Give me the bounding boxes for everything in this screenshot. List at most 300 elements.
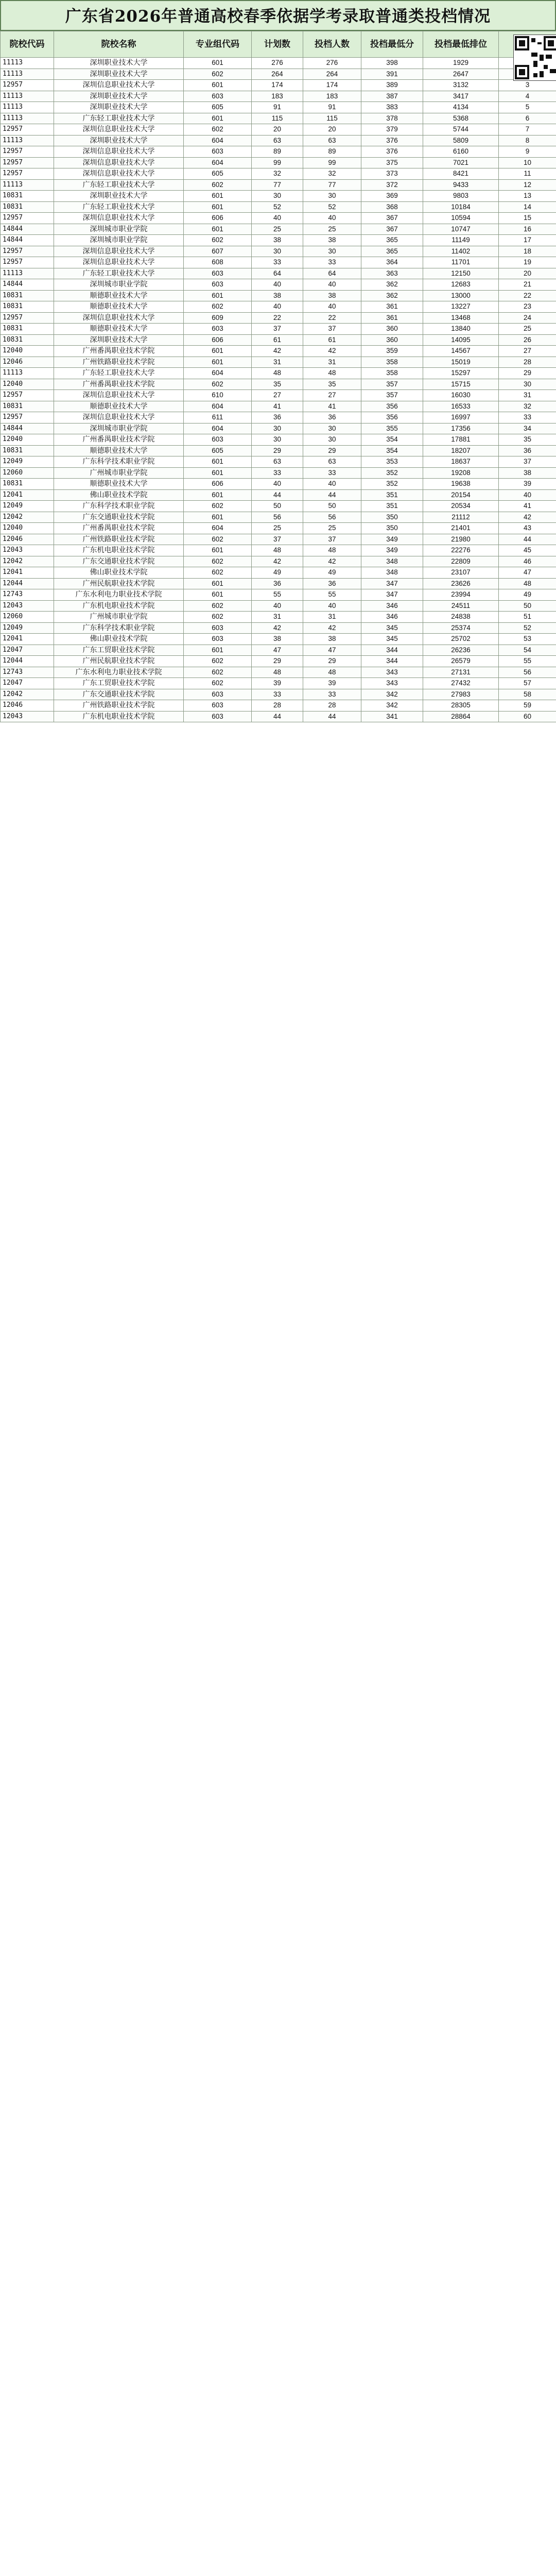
cell-school-code: 12049 xyxy=(1,456,54,468)
cell-admitted-count: 33 xyxy=(303,467,361,479)
cell-group-code: 602 xyxy=(184,501,252,512)
table-row xyxy=(1,334,556,346)
cell-school-code: 11113 xyxy=(1,268,54,279)
cell-ranking: 8 xyxy=(499,135,556,146)
cell-group-code: 602 xyxy=(184,656,252,667)
cell-school-code: 12046 xyxy=(1,700,54,711)
cell-plan-count: 27 xyxy=(252,390,303,401)
cell-admitted-count: 37 xyxy=(303,324,361,335)
cell-min-score: 391 xyxy=(361,69,423,80)
cell-school-code: 11113 xyxy=(1,113,54,124)
cell-group-code: 603 xyxy=(184,146,252,158)
cell-school-code: 12957 xyxy=(1,146,54,158)
cell-admitted-count: 33 xyxy=(303,257,361,268)
cell-group-code: 605 xyxy=(184,445,252,456)
cell-group-code: 605 xyxy=(184,168,252,180)
cell-admitted-count: 77 xyxy=(303,179,361,191)
cell-min-rank: 18207 xyxy=(423,445,499,456)
cell-school-name: 广州城市职业学院 xyxy=(54,612,184,623)
cell-min-rank: 15297 xyxy=(423,368,499,379)
cell-admitted-count: 28 xyxy=(303,700,361,711)
cell-min-score: 373 xyxy=(361,168,423,180)
cell-group-code: 603 xyxy=(184,634,252,645)
cell-admitted-count: 29 xyxy=(303,445,361,456)
table-row xyxy=(1,589,556,601)
cell-admitted-count: 40 xyxy=(303,213,361,224)
cell-school-name: 深圳信息职业技术大学 xyxy=(54,80,184,91)
cell-min-rank: 28305 xyxy=(423,700,499,711)
cell-group-code: 601 xyxy=(184,456,252,468)
cell-ranking: 21 xyxy=(499,279,556,291)
cell-school-name: 深圳职业技术大学 xyxy=(54,69,184,80)
table-row xyxy=(1,124,556,135)
table-row xyxy=(1,689,556,700)
cell-min-rank: 1929 xyxy=(423,58,499,69)
table-row xyxy=(1,412,556,423)
cell-school-code: 11113 xyxy=(1,58,54,69)
cell-admitted-count: 31 xyxy=(303,357,361,368)
cell-admitted-count: 39 xyxy=(303,678,361,689)
cell-plan-count: 37 xyxy=(252,324,303,335)
cell-admitted-count: 56 xyxy=(303,512,361,523)
cell-school-name: 广州番禺职业技术学院 xyxy=(54,379,184,390)
table-row xyxy=(1,301,556,313)
cell-school-name: 广州城市职业学院 xyxy=(54,467,184,479)
cell-group-code: 602 xyxy=(184,235,252,246)
cell-ranking: 31 xyxy=(499,390,556,401)
cell-min-rank: 11701 xyxy=(423,257,499,268)
table-row xyxy=(1,600,556,612)
table-row xyxy=(1,645,556,656)
table-row xyxy=(1,479,556,490)
cell-min-rank: 25702 xyxy=(423,634,499,645)
cell-min-rank: 10594 xyxy=(423,213,499,224)
cell-school-code: 14844 xyxy=(1,235,54,246)
qr-code-image xyxy=(515,36,556,79)
table-row xyxy=(1,102,556,113)
cell-group-code: 611 xyxy=(184,412,252,423)
table-row xyxy=(1,434,556,446)
cell-school-name: 深圳职业技术大学 xyxy=(54,191,184,202)
table-row xyxy=(1,379,556,390)
cell-plan-count: 38 xyxy=(252,235,303,246)
cell-min-rank: 28864 xyxy=(423,711,499,722)
cell-ranking: 50 xyxy=(499,600,556,612)
cell-min-score: 353 xyxy=(361,456,423,468)
cell-min-rank: 9433 xyxy=(423,179,499,191)
cell-school-name: 广州番禺职业技术学院 xyxy=(54,434,184,446)
cell-school-name: 深圳信息职业技术大学 xyxy=(54,213,184,224)
cell-plan-count: 52 xyxy=(252,201,303,213)
cell-ranking: 14 xyxy=(499,201,556,213)
cell-min-score: 362 xyxy=(361,279,423,291)
cell-min-score: 350 xyxy=(361,523,423,534)
cell-admitted-count: 47 xyxy=(303,645,361,656)
cell-plan-count: 64 xyxy=(252,268,303,279)
cell-group-code: 602 xyxy=(184,379,252,390)
cell-admitted-count: 37 xyxy=(303,534,361,545)
cell-group-code: 601 xyxy=(184,191,252,202)
cell-min-rank: 21980 xyxy=(423,534,499,545)
cell-school-code: 12044 xyxy=(1,578,54,589)
cell-school-name: 广东轻工职业技术大学 xyxy=(54,268,184,279)
table-row xyxy=(1,634,556,645)
cell-plan-count: 48 xyxy=(252,368,303,379)
cell-group-code: 602 xyxy=(184,567,252,579)
cell-ranking: 27 xyxy=(499,346,556,357)
cell-school-code: 12040 xyxy=(1,346,54,357)
cell-school-code: 12041 xyxy=(1,567,54,579)
cell-plan-count: 32 xyxy=(252,168,303,180)
cell-admitted-count: 42 xyxy=(303,346,361,357)
table-row xyxy=(1,179,556,191)
cell-school-code: 11113 xyxy=(1,179,54,191)
cell-min-score: 349 xyxy=(361,534,423,545)
cell-min-rank: 5744 xyxy=(423,124,499,135)
cell-group-code: 601 xyxy=(184,589,252,601)
cell-group-code: 602 xyxy=(184,301,252,313)
cell-ranking: 17 xyxy=(499,235,556,246)
cell-school-code: 12046 xyxy=(1,534,54,545)
cell-min-rank: 11149 xyxy=(423,235,499,246)
cell-school-code: 12043 xyxy=(1,711,54,722)
cell-plan-count: 40 xyxy=(252,279,303,291)
table-row xyxy=(1,700,556,711)
cell-ranking: 29 xyxy=(499,368,556,379)
cell-plan-count: 115 xyxy=(252,113,303,124)
cell-ranking: 48 xyxy=(499,578,556,589)
table-row xyxy=(1,235,556,246)
cell-admitted-count: 25 xyxy=(303,523,361,534)
cell-min-rank: 18637 xyxy=(423,456,499,468)
cell-school-name: 顺德职业技术大学 xyxy=(54,479,184,490)
cell-min-score: 365 xyxy=(361,235,423,246)
cell-school-name: 广东工贸职业技术学院 xyxy=(54,678,184,689)
cell-min-score: 352 xyxy=(361,467,423,479)
header-school-code: 院校代码 xyxy=(1,31,54,58)
cell-plan-count: 25 xyxy=(252,224,303,235)
cell-school-name: 顺德职业技术大学 xyxy=(54,301,184,313)
cell-school-name: 广东科学技术职业学院 xyxy=(54,456,184,468)
cell-ranking: 43 xyxy=(499,523,556,534)
cell-min-score: 344 xyxy=(361,645,423,656)
cell-plan-count: 30 xyxy=(252,423,303,434)
cell-school-name: 佛山职业技术学院 xyxy=(54,489,184,501)
cell-min-rank: 3132 xyxy=(423,80,499,91)
cell-school-name: 广东工贸职业技术学院 xyxy=(54,645,184,656)
cell-min-score: 358 xyxy=(361,357,423,368)
cell-ranking: 28 xyxy=(499,357,556,368)
cell-plan-count: 30 xyxy=(252,191,303,202)
cell-min-score: 347 xyxy=(361,589,423,601)
cell-school-code: 11113 xyxy=(1,69,54,80)
cell-min-score: 369 xyxy=(361,191,423,202)
cell-plan-count: 36 xyxy=(252,412,303,423)
cell-admitted-count: 42 xyxy=(303,622,361,634)
cell-ranking: 12 xyxy=(499,179,556,191)
cell-school-code: 12957 xyxy=(1,213,54,224)
cell-min-score: 343 xyxy=(361,667,423,678)
cell-school-code: 12041 xyxy=(1,489,54,501)
cell-min-score: 354 xyxy=(361,434,423,446)
cell-group-code: 601 xyxy=(184,467,252,479)
cell-school-name: 深圳城市职业学院 xyxy=(54,279,184,291)
table-row xyxy=(1,312,556,324)
cell-min-rank: 27131 xyxy=(423,667,499,678)
cell-school-code: 11113 xyxy=(1,368,54,379)
cell-school-code: 12049 xyxy=(1,501,54,512)
cell-plan-count: 22 xyxy=(252,312,303,324)
cell-school-name: 深圳职业技术大学 xyxy=(54,102,184,113)
cell-admitted-count: 30 xyxy=(303,434,361,446)
cell-plan-count: 40 xyxy=(252,600,303,612)
cell-school-name: 深圳职业技术大学 xyxy=(54,91,184,102)
cell-min-rank: 21112 xyxy=(423,512,499,523)
cell-school-name: 广州番禺职业技术学院 xyxy=(54,523,184,534)
cell-plan-count: 42 xyxy=(252,556,303,567)
cell-group-code: 606 xyxy=(184,334,252,346)
cell-school-name: 广东交通职业技术学院 xyxy=(54,689,184,700)
cell-min-rank: 3417 xyxy=(423,91,499,102)
cell-ranking: 52 xyxy=(499,622,556,634)
cell-min-score: 360 xyxy=(361,324,423,335)
cell-ranking: 42 xyxy=(499,512,556,523)
cell-group-code: 604 xyxy=(184,423,252,434)
cell-group-code: 602 xyxy=(184,556,252,567)
cell-plan-count: 30 xyxy=(252,434,303,446)
cell-min-rank: 24838 xyxy=(423,612,499,623)
cell-group-code: 601 xyxy=(184,489,252,501)
cell-school-code: 12040 xyxy=(1,523,54,534)
cell-plan-count: 35 xyxy=(252,379,303,390)
cell-admitted-count: 20 xyxy=(303,124,361,135)
cell-admitted-count: 64 xyxy=(303,268,361,279)
cell-plan-count: 39 xyxy=(252,678,303,689)
cell-school-name: 深圳信息职业技术大学 xyxy=(54,246,184,257)
cell-school-name: 深圳城市职业学院 xyxy=(54,423,184,434)
cell-ranking: 56 xyxy=(499,667,556,678)
cell-ranking: 10 xyxy=(499,157,556,168)
cell-group-code: 603 xyxy=(184,279,252,291)
cell-admitted-count: 30 xyxy=(303,246,361,257)
cell-group-code: 603 xyxy=(184,622,252,634)
table-body xyxy=(1,58,556,722)
cell-school-name: 深圳信息职业技术大学 xyxy=(54,168,184,180)
cell-ranking: 26 xyxy=(499,334,556,346)
cell-min-score: 355 xyxy=(361,423,423,434)
cell-admitted-count: 174 xyxy=(303,80,361,91)
cell-min-rank: 6160 xyxy=(423,146,499,158)
cell-min-score: 376 xyxy=(361,135,423,146)
cell-school-code: 12046 xyxy=(1,357,54,368)
cell-plan-count: 36 xyxy=(252,578,303,589)
cell-min-score: 372 xyxy=(361,179,423,191)
cell-admitted-count: 91 xyxy=(303,102,361,113)
cell-school-code: 10831 xyxy=(1,324,54,335)
cell-min-score: 356 xyxy=(361,401,423,412)
cell-school-code: 12957 xyxy=(1,124,54,135)
cell-group-code: 604 xyxy=(184,135,252,146)
cell-min-rank: 23626 xyxy=(423,578,499,589)
cell-admitted-count: 40 xyxy=(303,301,361,313)
cell-ranking: 6 xyxy=(499,113,556,124)
cell-plan-count: 20 xyxy=(252,124,303,135)
table-row xyxy=(1,556,556,567)
cell-min-rank: 20534 xyxy=(423,501,499,512)
cell-ranking: 40 xyxy=(499,489,556,501)
cell-school-code: 10831 xyxy=(1,334,54,346)
table-row xyxy=(1,489,556,501)
cell-school-code: 12043 xyxy=(1,600,54,612)
cell-plan-count: 28 xyxy=(252,700,303,711)
cell-school-name: 深圳城市职业学院 xyxy=(54,235,184,246)
cell-school-code: 10831 xyxy=(1,290,54,301)
cell-min-rank: 13840 xyxy=(423,324,499,335)
cell-plan-count: 41 xyxy=(252,401,303,412)
table-row xyxy=(1,191,556,202)
cell-school-code: 10831 xyxy=(1,401,54,412)
cell-min-score: 349 xyxy=(361,545,423,556)
cell-plan-count: 33 xyxy=(252,467,303,479)
table-row xyxy=(1,357,556,368)
cell-admitted-count: 22 xyxy=(303,312,361,324)
table-row xyxy=(1,224,556,235)
cell-group-code: 603 xyxy=(184,91,252,102)
cell-school-code: 12043 xyxy=(1,545,54,556)
cell-min-rank: 15019 xyxy=(423,357,499,368)
cell-ranking: 49 xyxy=(499,589,556,601)
cell-plan-count: 40 xyxy=(252,213,303,224)
cell-plan-count: 276 xyxy=(252,58,303,69)
cell-min-score: 341 xyxy=(361,711,423,722)
cell-min-score: 346 xyxy=(361,600,423,612)
cell-admitted-count: 183 xyxy=(303,91,361,102)
cell-school-code: 12957 xyxy=(1,168,54,180)
cell-ranking: 9 xyxy=(499,146,556,158)
cell-plan-count: 47 xyxy=(252,645,303,656)
cell-group-code: 602 xyxy=(184,612,252,623)
cell-min-score: 398 xyxy=(361,58,423,69)
table-row xyxy=(1,257,556,268)
cell-min-rank: 17356 xyxy=(423,423,499,434)
cell-ranking: 15 xyxy=(499,213,556,224)
cell-plan-count: 55 xyxy=(252,589,303,601)
cell-plan-count: 183 xyxy=(252,91,303,102)
table-row xyxy=(1,146,556,158)
cell-plan-count: 63 xyxy=(252,135,303,146)
cell-school-code: 10831 xyxy=(1,479,54,490)
cell-admitted-count: 38 xyxy=(303,634,361,645)
cell-ranking: 13 xyxy=(499,191,556,202)
cell-ranking: 11 xyxy=(499,168,556,180)
cell-group-code: 603 xyxy=(184,711,252,722)
cell-min-rank: 17881 xyxy=(423,434,499,446)
cell-ranking: 53 xyxy=(499,634,556,645)
cell-admitted-count: 36 xyxy=(303,412,361,423)
cell-group-code: 603 xyxy=(184,434,252,446)
cell-plan-count: 29 xyxy=(252,656,303,667)
cell-min-score: 342 xyxy=(361,700,423,711)
cell-min-score: 350 xyxy=(361,512,423,523)
cell-school-code: 14844 xyxy=(1,423,54,434)
cell-group-code: 603 xyxy=(184,700,252,711)
table-row xyxy=(1,201,556,213)
cell-school-name: 广东水利电力职业技术学院 xyxy=(54,589,184,601)
cell-school-code: 12957 xyxy=(1,412,54,423)
cell-school-name: 广东水利电力职业技术学院 xyxy=(54,667,184,678)
cell-admitted-count: 35 xyxy=(303,379,361,390)
cell-min-rank: 11402 xyxy=(423,246,499,257)
cell-admitted-count: 38 xyxy=(303,235,361,246)
cell-ranking: 5 xyxy=(499,102,556,113)
cell-admitted-count: 61 xyxy=(303,334,361,346)
cell-ranking: 7 xyxy=(499,124,556,135)
table-row xyxy=(1,423,556,434)
cell-ranking: 54 xyxy=(499,645,556,656)
cell-school-code: 12042 xyxy=(1,512,54,523)
cell-group-code: 608 xyxy=(184,257,252,268)
cell-min-rank: 27983 xyxy=(423,689,499,700)
cell-ranking: 32 xyxy=(499,401,556,412)
cell-school-code: 12041 xyxy=(1,634,54,645)
cell-school-name: 深圳信息职业技术大学 xyxy=(54,312,184,324)
cell-min-rank: 13227 xyxy=(423,301,499,313)
cell-plan-count: 50 xyxy=(252,501,303,512)
cell-plan-count: 29 xyxy=(252,445,303,456)
cell-min-score: 367 xyxy=(361,224,423,235)
cell-school-name: 顺德职业技术大学 xyxy=(54,401,184,412)
cell-school-code: 10831 xyxy=(1,201,54,213)
cell-school-code: 12743 xyxy=(1,667,54,678)
cell-min-rank: 10184 xyxy=(423,201,499,213)
cell-admitted-count: 44 xyxy=(303,489,361,501)
cell-min-score: 362 xyxy=(361,290,423,301)
cell-min-rank: 2647 xyxy=(423,69,499,80)
cell-group-code: 605 xyxy=(184,102,252,113)
cell-ranking: 34 xyxy=(499,423,556,434)
table-row xyxy=(1,401,556,412)
cell-group-code: 601 xyxy=(184,645,252,656)
cell-min-score: 357 xyxy=(361,390,423,401)
cell-admitted-count: 38 xyxy=(303,290,361,301)
cell-ranking: 46 xyxy=(499,556,556,567)
table-row xyxy=(1,501,556,512)
cell-min-score: 360 xyxy=(361,334,423,346)
cell-school-name: 广州铁路职业技术学院 xyxy=(54,357,184,368)
admission-table xyxy=(0,31,556,722)
cell-group-code: 602 xyxy=(184,124,252,135)
table-row xyxy=(1,69,556,80)
cell-min-rank: 16030 xyxy=(423,390,499,401)
cell-school-name: 广州铁路职业技术学院 xyxy=(54,700,184,711)
cell-group-code: 606 xyxy=(184,479,252,490)
cell-plan-count: 49 xyxy=(252,567,303,579)
cell-plan-count: 44 xyxy=(252,489,303,501)
cell-admitted-count: 50 xyxy=(303,501,361,512)
cell-school-code: 12957 xyxy=(1,246,54,257)
cell-school-name: 深圳职业技术大学 xyxy=(54,135,184,146)
cell-plan-count: 48 xyxy=(252,667,303,678)
cell-min-score: 367 xyxy=(361,213,423,224)
table-row xyxy=(1,467,556,479)
cell-min-rank: 14095 xyxy=(423,334,499,346)
cell-min-rank: 16997 xyxy=(423,412,499,423)
cell-school-name: 广东轻工职业技术大学 xyxy=(54,368,184,379)
cell-admitted-count: 41 xyxy=(303,401,361,412)
cell-min-rank: 22809 xyxy=(423,556,499,567)
cell-school-name: 广东科学技术职业学院 xyxy=(54,501,184,512)
cell-plan-count: 25 xyxy=(252,523,303,534)
